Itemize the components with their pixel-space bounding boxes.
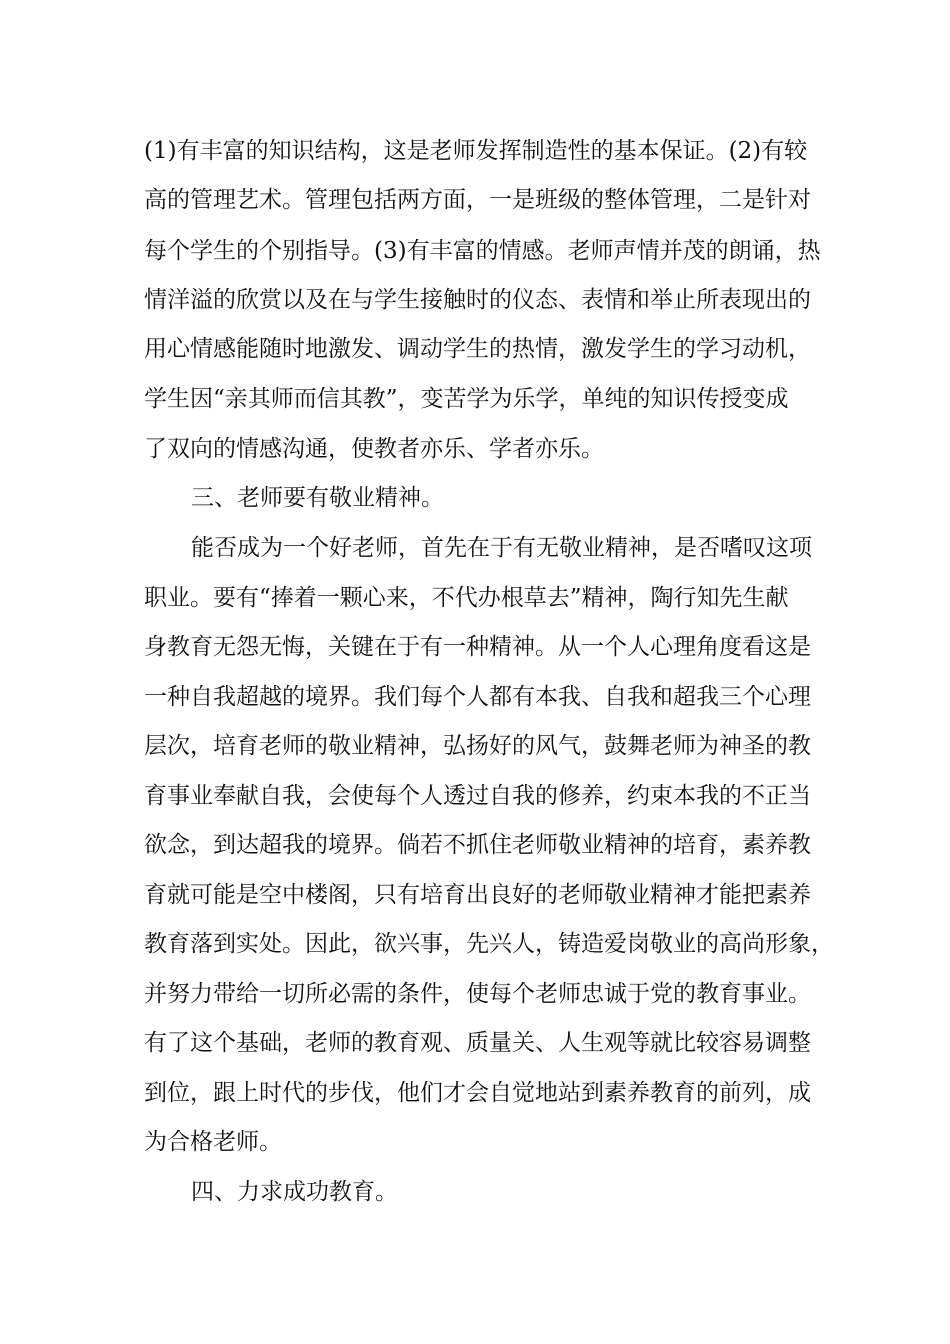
text-line: 欲念，到达超我的境界。倘若不抓住老师敬业精神的培育，素养教	[144, 832, 811, 858]
text-line: (1)有丰富的知识结构，这是老师发挥制造性的基本保证。(2)有较	[144, 138, 808, 164]
text-line: 能否成为一个好老师，首先在于有无敬业精神，是否嗜叹这项	[191, 535, 812, 561]
text-line: 学生因“亲其师而信其教”，变苦学为乐学，单纯的知识传授变成	[144, 386, 789, 412]
text-line: 职业。要有“捧着一颗心来，不代办根草去”精神，陶行知先生献	[144, 585, 789, 611]
text-line: 有了这个基础，老师的教育观、质量关、人生观等就比较容易调整	[144, 1030, 811, 1056]
section-heading: 三、老师要有敬业精神。	[191, 485, 444, 511]
text-line: 育就可能是空中楼阁，只有培育出良好的老师敬业精神才能把素养	[144, 882, 811, 908]
text-line: 用心情感能随时地激发、调动学生的热情，激发学生的学习动机，	[144, 336, 811, 362]
text-line: 为合格老师。	[144, 1129, 282, 1155]
text-line: 层次，培育老师的敬业精神，弘扬好的风气，鼓舞老师为神圣的教	[144, 733, 811, 759]
text-line: 教育落到实处。因此，欲兴事，先兴人，铸造爱岗敬业的高尚形象，	[144, 931, 834, 957]
text-line: 到位，跟上时代的步伐，他们才会自觉地站到素养教育的前列，成	[144, 1080, 811, 1106]
text-line: 高的管理艺术。管理包括两方面，一是班级的整体管理，二是针对	[144, 187, 811, 213]
section-heading: 四、力求成功教育。	[191, 1179, 398, 1205]
text-line: 并努力带给一切所必需的条件，使每个老师忠诚于党的教育事业。	[144, 981, 811, 1007]
text-line: 了双向的情感沟通，使教者亦乐、学者亦乐。	[144, 436, 604, 462]
text-line: 一种自我超越的境界。我们每个人都有本我、自我和超我三个心理	[144, 684, 811, 710]
text-line: 每个学生的个别指导。(3)有丰富的情感。老师声情并茂的朗诵，热	[144, 238, 821, 264]
text-line: 情洋溢的欣赏以及在与学生接触时的仪态、表情和举止所表现出的	[144, 287, 811, 313]
text-line: 育事业奉献自我，会使每个人透过自我的修养，约束本我的不正当	[144, 783, 811, 809]
text-line: 身教育无怨无悔，关键在于有一种精神。从一个人心理角度看这是	[144, 634, 811, 660]
